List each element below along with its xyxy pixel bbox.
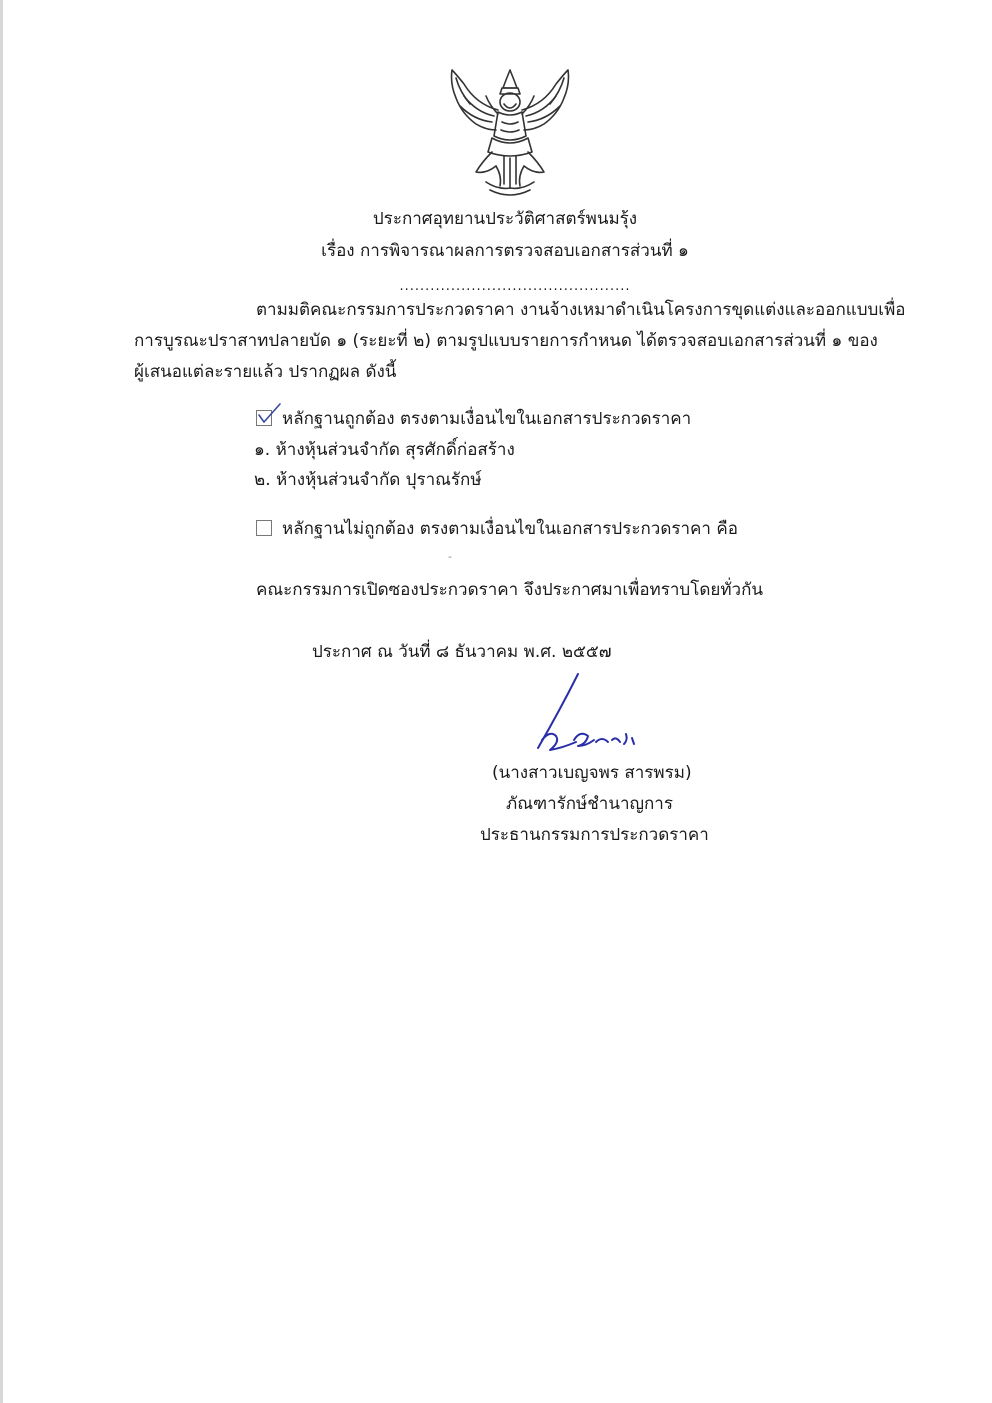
subject-line: เรื่อง การพิจารณาผลการตรวจสอบเอกสารส่วนที่ ๑ (321, 241, 689, 261)
valid-checkbox-label: หลักฐานถูกต้อง ตรงตามเงื่อนไขในเอกสารประกวดราคา (282, 409, 692, 429)
signer-name: (นางสาวเบญจพร สารพรม) (492, 763, 692, 783)
bidder-item-1: ๑. ห้างหุ้นส่วนจำกัด สุรศักดิ์ก่อสร้าง (254, 440, 515, 460)
org-title: ประกาศอุทยานประวัติศาสตร์พนมรุ้ง (372, 209, 638, 229)
signer-role: ประธานกรรมการประกวดราคา (480, 825, 709, 845)
paragraph-line-3: ผู้เสนอแต่ละรายแล้ว ปรากฏผล ดังนี้ (134, 362, 397, 382)
invalid-checkbox[interactable] (256, 520, 272, 536)
date-line: ประกาศ ณ วันที่ ๘ ธันวาคม พ.ศ. ๒๕๕๗ (312, 642, 612, 662)
invalid-items: - (448, 550, 452, 563)
closing-statement: คณะกรรมการเปิดซองประกวดราคา จึงประกาศมาเพื่อทราบโดยทั่วกัน (256, 580, 764, 600)
divider: ............................................. (399, 279, 631, 294)
paragraph-line-2: การบูรณะปราสาทปลายบัด ๑ (ระยะที่ ๒) ตามรูปแบบรายการกำหนด ได้ตรวจสอบเอกสารส่วนที่ ๑ ของ (134, 331, 878, 351)
paragraph-line-1: ตามมติคณะกรรมการประกวดราคา งานจ้างเหมาดำเนินโครงการขุดแต่งและออกแบบเพื่อ (256, 300, 906, 320)
signature-image (516, 670, 646, 760)
signer-position: ภัณฑารักษ์ชำนาญการ (506, 794, 673, 814)
checkmark-icon (256, 402, 282, 428)
bidder-item-2: ๒. ห้างหุ้นส่วนจำกัด ปุราณรักษ์ (254, 470, 482, 490)
garuda-emblem-icon (446, 66, 574, 200)
invalid-checkbox-label: หลักฐานไม่ถูกต้อง ตรงตามเงื่อนไขในเอกสารประกวดราคา คือ (282, 519, 738, 539)
